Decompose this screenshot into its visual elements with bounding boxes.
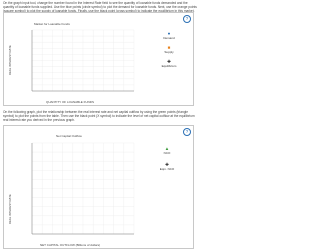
legend-label: Eqm. NCO	[159, 167, 175, 171]
nco-triangle-icon: ▲	[164, 146, 170, 151]
net-capital-outflow-graph-panel	[3, 125, 194, 249]
legend-equilibrium[interactable]	[154, 59, 184, 68]
legend-demand[interactable]	[154, 31, 184, 40]
legend-label: NCO	[163, 151, 171, 155]
legend-nco[interactable]	[149, 146, 185, 155]
help-icon[interactable]: ?	[183, 128, 191, 136]
eqm-nco-cross-icon: ✚	[165, 162, 169, 167]
legend-label: Demand	[163, 36, 175, 40]
y-axis-label: REAL INTEREST RATE	[8, 45, 12, 75]
loanable-funds-graph-panel	[3, 12, 194, 106]
equilibrium-cross-icon: ✚	[167, 59, 171, 64]
y-axis-label: REAL INTEREST RATE	[8, 194, 12, 224]
supply-square-icon: ■	[167, 45, 171, 50]
legend-label: Equilibrium	[161, 64, 177, 68]
x-axis-label: NET CAPITAL OUTFLOW (Billions of dollars)	[40, 243, 101, 247]
demand-circle-icon: ●	[167, 31, 171, 36]
chart-title: Market for Loanable Funds	[34, 22, 70, 26]
legend-supply[interactable]	[154, 45, 184, 54]
chart-title: Net Capital Outflow	[56, 134, 82, 138]
x-axis-label: QUANTITY OF LOANABLE FUNDS	[46, 100, 94, 104]
loanable-funds-plot[interactable]	[22, 27, 137, 97]
legend-label: Supply	[164, 50, 174, 54]
instructions-text-2: On the following graph, plot the relationship between the real interest rate and net capital outflow by using the green points (triangle symbol) to plot the points from the table. Then use the black point (X symbol) to indicate the level of net capital outflow at the equilibrium real interest rate you derived in the previous graph.	[3, 110, 195, 123]
help-icon[interactable]: ?	[183, 15, 191, 23]
legend-eqm-nco[interactable]	[149, 162, 185, 171]
instructions-text-1: On the graph input tool, change the number found in the Interest Rate field to see the quantity of loanable funds demanded and the quantity of loanable funds supplied. Use the blue points (circle symbol) to plot the demand for loanable funds. Next, use the orange points	[3, 1, 197, 10]
net-capital-outflow-plot[interactable]	[22, 140, 137, 240]
